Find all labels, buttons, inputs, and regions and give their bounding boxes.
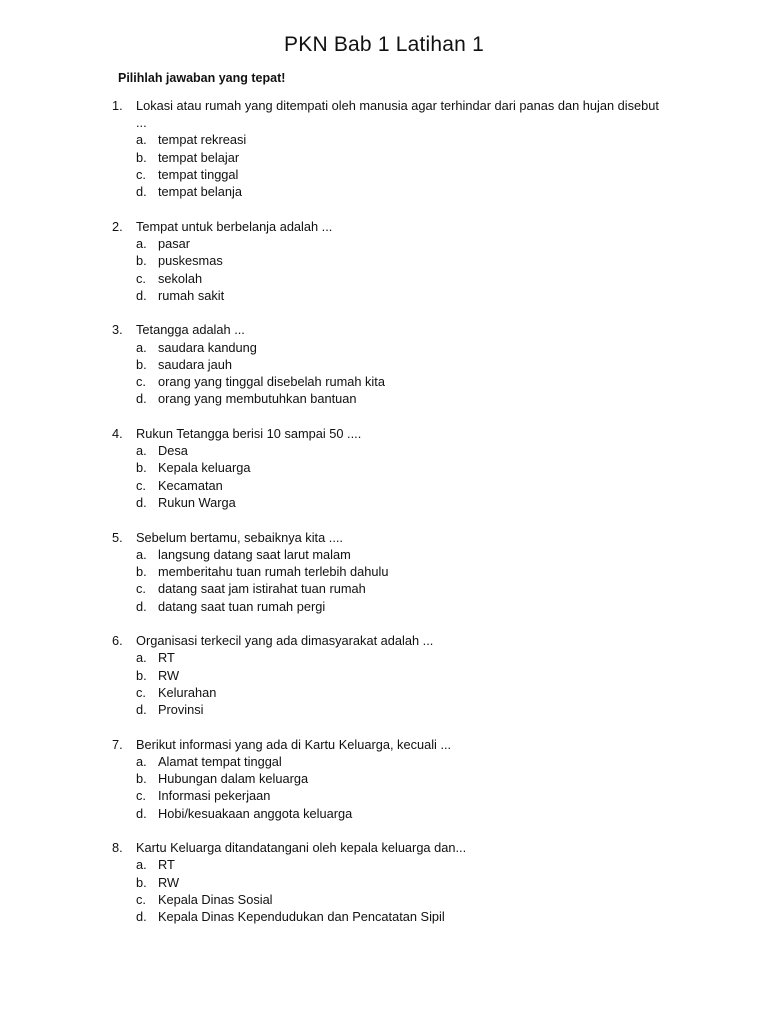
question-number: 4. [112, 425, 123, 441]
option-text: sekolah [158, 270, 203, 286]
question-item [112, 632, 672, 718]
option-text: tempat belanja [158, 184, 242, 200]
option-text: Informasi pekerjaan [158, 788, 271, 804]
answer-option [112, 580, 672, 597]
option-text: langsung datang saat larut malam [158, 546, 351, 562]
question-text: Berikut informasi yang ada di Kartu Keluarga, kecuali ... [136, 736, 452, 752]
option-letter: b. [136, 356, 147, 372]
option-letter: a. [136, 753, 147, 769]
question-item [112, 218, 672, 304]
answer-option [112, 856, 672, 873]
option-text: saudara kandung [158, 339, 257, 355]
answer-option [112, 235, 672, 252]
question-text: Tempat untuk berbelanja adalah ... [136, 218, 333, 234]
answer-option [112, 442, 672, 459]
option-text: datang saat tuan rumah pergi [158, 598, 326, 614]
answer-option [112, 908, 672, 925]
answer-option [112, 356, 672, 373]
question-row [112, 218, 672, 235]
answer-option [112, 546, 672, 563]
option-text: Rukun Warga [158, 495, 236, 511]
answer-option [112, 459, 672, 476]
answer-option [112, 270, 672, 287]
question-number: 5. [112, 529, 123, 545]
answer-option [112, 684, 672, 701]
option-letter: b. [136, 460, 147, 476]
question-number: 3. [112, 322, 123, 338]
option-text: Provinsi [158, 702, 204, 718]
answer-option [112, 598, 672, 615]
question-row [112, 839, 672, 856]
option-letter: c. [136, 167, 146, 182]
answer-option [112, 149, 672, 166]
question-row [112, 529, 672, 546]
question-row [112, 425, 672, 442]
option-text: tempat tinggal [158, 167, 239, 182]
option-letter: c. [136, 270, 146, 286]
option-text: tempat belajar [158, 149, 240, 165]
question-item [112, 425, 672, 511]
answer-option [112, 166, 672, 183]
option-letter: c. [136, 374, 146, 390]
question-row [112, 632, 672, 649]
option-letter: c. [136, 684, 146, 700]
answer-option [112, 770, 672, 787]
question-item [112, 97, 672, 201]
question-list [112, 97, 672, 943]
option-letter: a. [136, 650, 147, 666]
answer-option [112, 373, 672, 390]
option-letter: a. [136, 339, 147, 355]
question-text: Sebelum bertamu, sebaiknya kita .... [136, 529, 343, 545]
option-letter: d. [136, 805, 147, 821]
option-text: Kepala keluarga [158, 460, 251, 476]
option-text: Alamat tempat tinggal [158, 753, 282, 769]
option-letter: c. [136, 581, 146, 597]
option-letter: d. [136, 495, 147, 511]
option-text: RW [158, 874, 180, 890]
option-text: Kepala Dinas Kependudukan dan Pencatatan Sipil [158, 909, 445, 925]
answer-option [112, 874, 672, 891]
option-text: memberitahu tuan rumah terlebih dahulu [158, 564, 389, 580]
option-letter: a. [136, 857, 147, 873]
answer-option [112, 805, 672, 822]
option-letter: d. [136, 702, 147, 718]
question-row [112, 97, 672, 131]
option-letter: c. [136, 892, 146, 908]
question-text: Kartu Keluarga ditandatangani oleh kepala keluarga dan... [136, 840, 467, 856]
question-item [112, 736, 672, 822]
option-letter: d. [136, 184, 147, 200]
question-number: 8. [112, 840, 123, 856]
question-row [112, 321, 672, 338]
option-text: Hobi/kesuakaan anggota keluarga [158, 805, 353, 821]
answer-option [112, 494, 672, 511]
page-title: PKN Bab 1 Latihan 1 [284, 33, 484, 56]
option-text: Kecamatan [158, 477, 223, 493]
option-text: saudara jauh [158, 356, 232, 372]
question-text: Tetangga adalah ... [136, 322, 245, 338]
option-text: datang saat jam istirahat tuan rumah [158, 581, 366, 597]
question-number: 6. [112, 633, 123, 649]
option-text: Hubungan dalam keluarga [158, 771, 309, 787]
question-item [112, 321, 672, 407]
answer-option [112, 753, 672, 770]
option-letter: c. [136, 788, 146, 804]
option-letter: c. [136, 477, 146, 493]
instruction-text: Pilihlah jawaban yang tepat! [118, 71, 286, 85]
question-text: Rukun Tetangga berisi 10 sampai 50 .... [136, 425, 362, 441]
answer-option [112, 131, 672, 148]
answer-option [112, 477, 672, 494]
question-text: Lokasi atau rumah yang ditempati oleh manusia agar terhindar dari panas dan hujan disebut ... [136, 98, 659, 131]
option-text: RT [158, 857, 175, 873]
option-text: tempat rekreasi [158, 132, 247, 148]
option-letter: d. [136, 391, 147, 407]
option-letter: a. [136, 443, 147, 459]
answer-option [112, 563, 672, 580]
question-number: 1. [112, 98, 123, 113]
answer-option [112, 701, 672, 718]
answer-option [112, 667, 672, 684]
option-letter: a. [136, 235, 147, 251]
answer-option [112, 252, 672, 269]
option-text: rumah sakit [158, 287, 225, 303]
question-item [112, 529, 672, 615]
option-letter: d. [136, 287, 147, 303]
answer-option [112, 287, 672, 304]
option-letter: b. [136, 667, 147, 683]
option-text: orang yang tinggal disebelah rumah kita [158, 374, 385, 390]
answer-option [112, 787, 672, 804]
option-letter: a. [136, 546, 147, 562]
question-row [112, 736, 672, 753]
option-text: RT [158, 650, 175, 666]
option-text: Kepala Dinas Sosial [158, 892, 273, 908]
option-text: pasar [158, 235, 191, 251]
option-text: Kelurahan [158, 684, 217, 700]
option-letter: b. [136, 253, 147, 269]
answer-option [112, 891, 672, 908]
option-text: Desa [158, 443, 188, 459]
option-letter: b. [136, 874, 147, 890]
option-letter: b. [136, 564, 147, 580]
option-text: RW [158, 667, 180, 683]
option-letter: b. [136, 149, 147, 165]
option-letter: b. [136, 771, 147, 787]
answer-option [112, 339, 672, 356]
option-letter: d. [136, 598, 147, 614]
option-letter: a. [136, 132, 147, 148]
question-number: 2. [112, 218, 123, 234]
question-text: Organisasi terkecil yang ada dimasyarakat adalah ... [136, 633, 434, 649]
answer-option [112, 390, 672, 407]
option-letter: d. [136, 909, 147, 925]
answer-option [112, 649, 672, 666]
question-number: 7. [112, 736, 123, 752]
option-text: puskesmas [158, 253, 223, 269]
option-text: orang yang membutuhkan bantuan [158, 391, 357, 407]
question-item [112, 839, 672, 925]
answer-option [112, 183, 672, 200]
